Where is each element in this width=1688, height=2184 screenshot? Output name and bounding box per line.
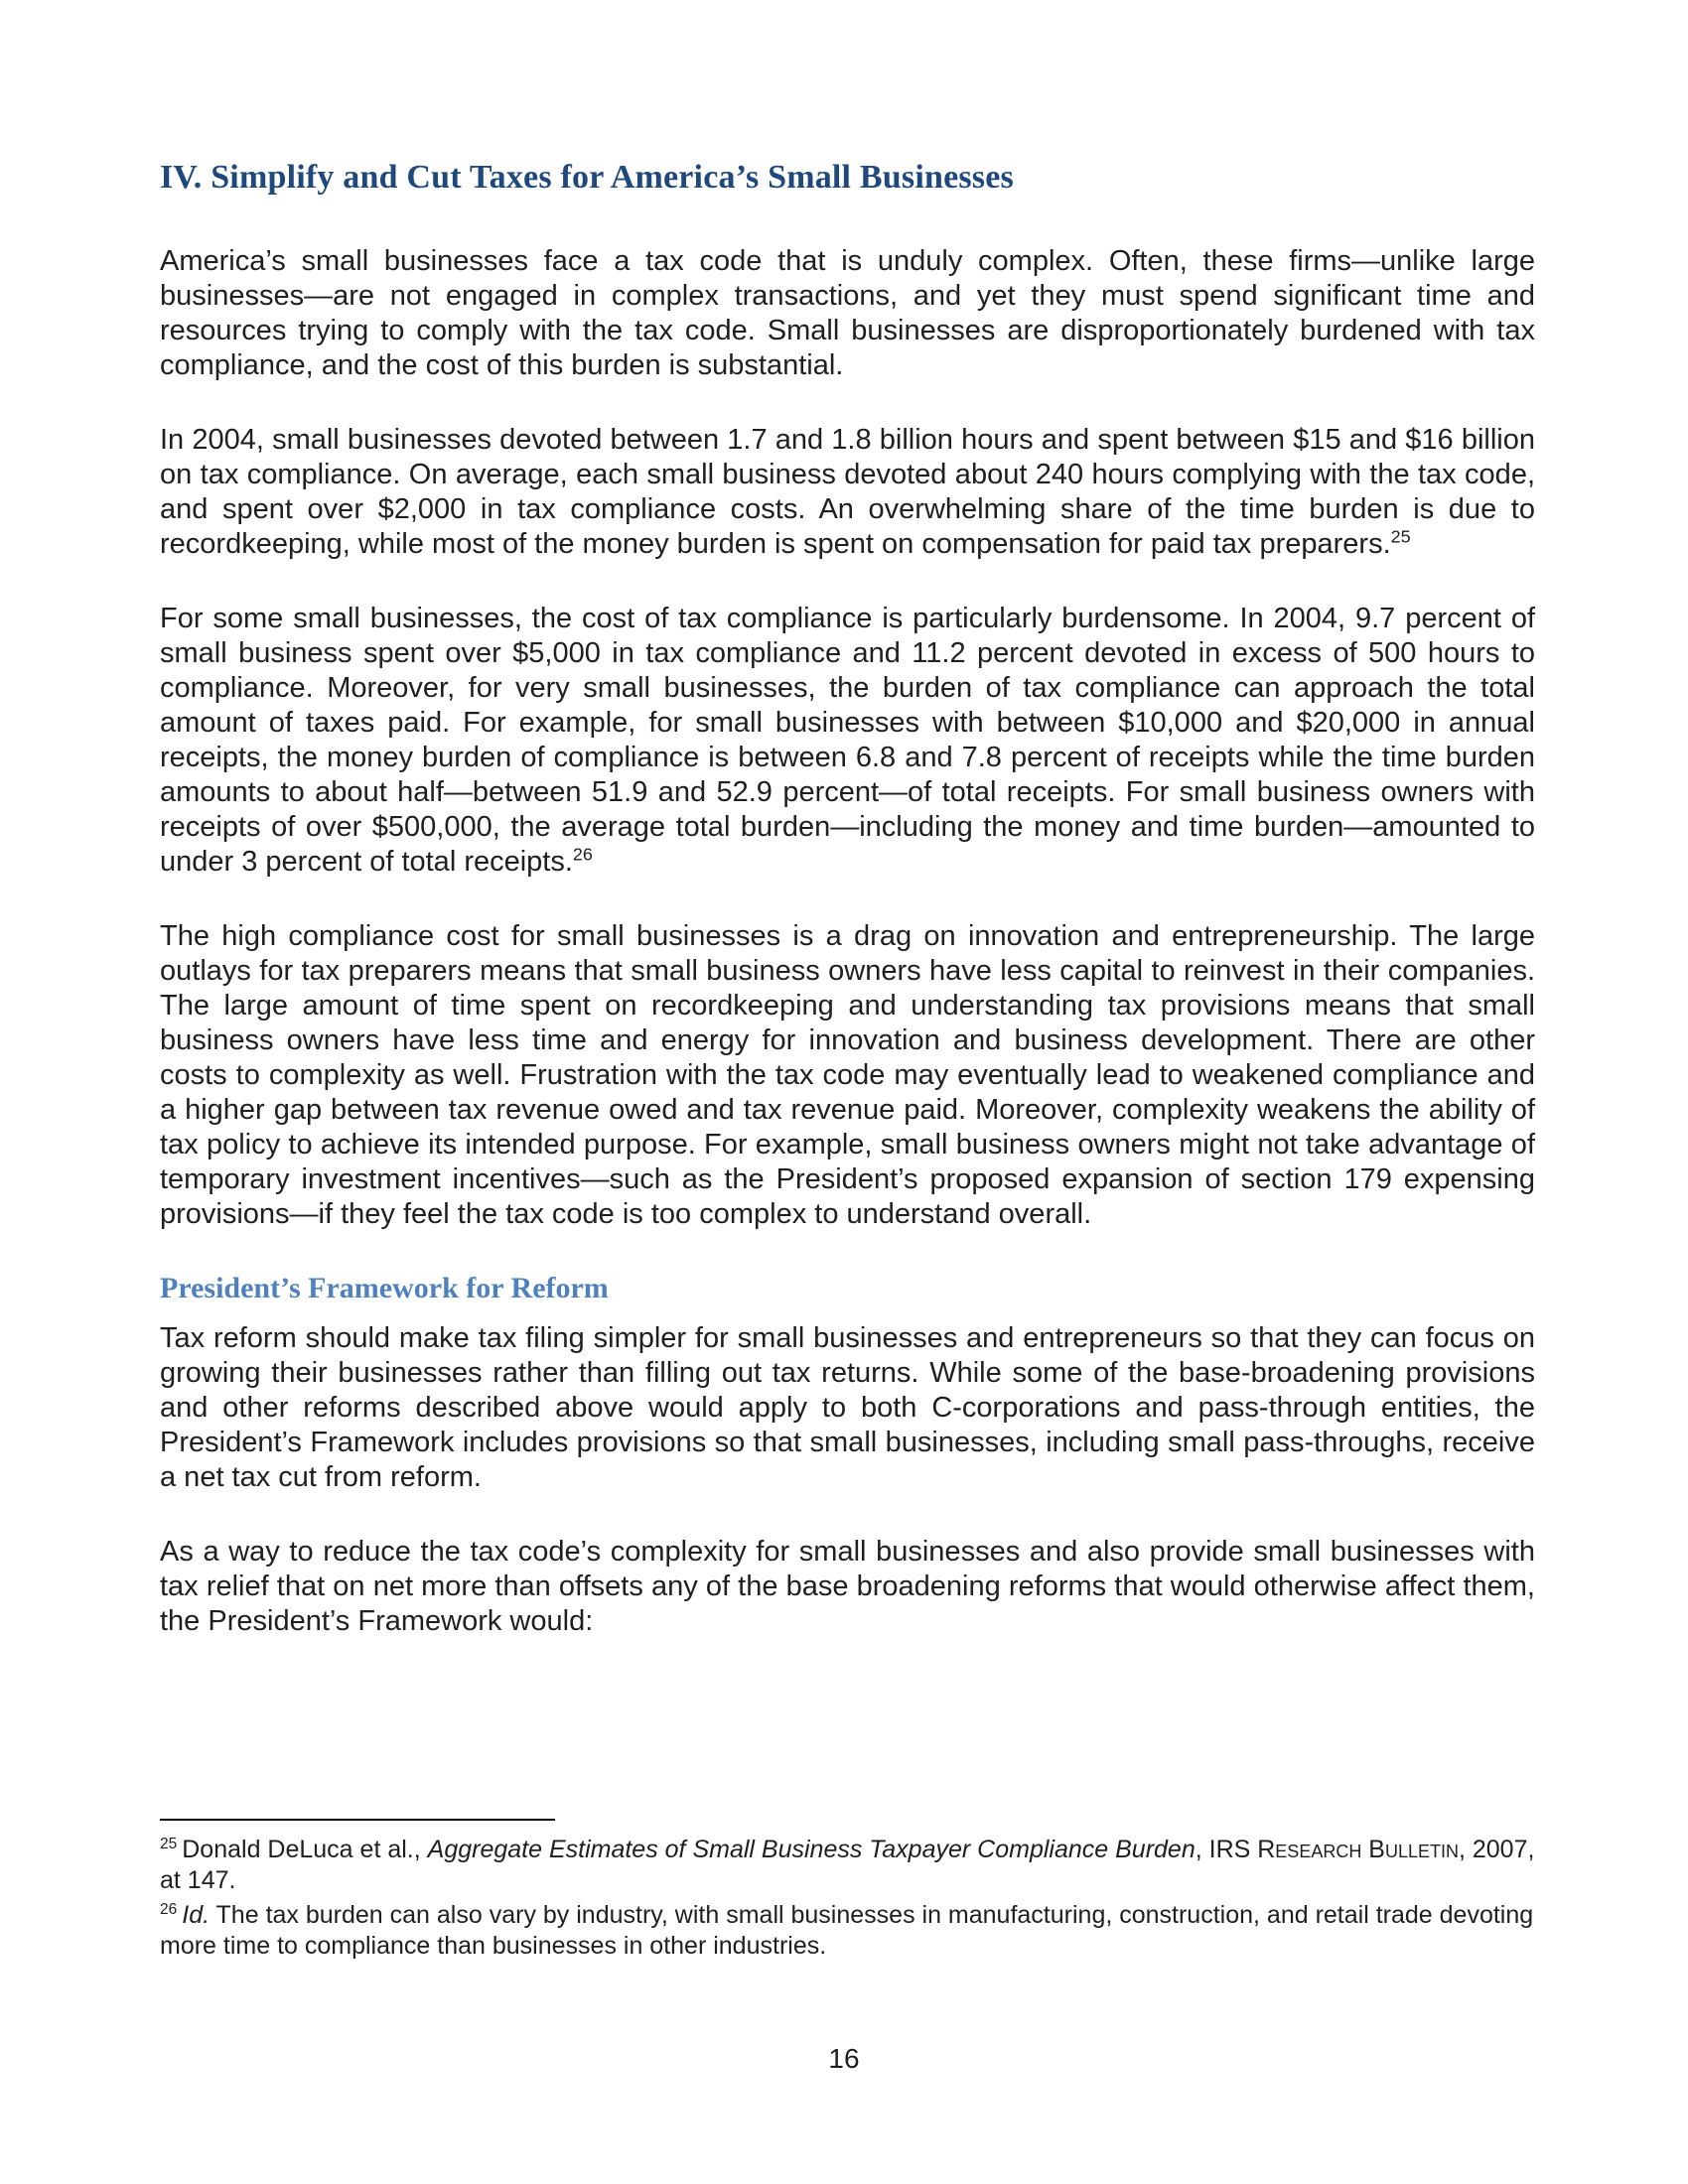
footnote-25 bbox=[160, 1835, 1535, 1896]
footnote-separator bbox=[160, 1819, 555, 1821]
footnotes-section bbox=[160, 1819, 1535, 1966]
footnote-ref-25: 25 bbox=[1390, 526, 1411, 547]
para-compliance-cost-text: For some small businesses, the cost of tax compliance is particularly burdensome. In 2004, 9.7 percent of small business spent over $5,000 in tax compliance and 11.2 percent devoted in excess of 500 hours to compliance. Moreover, for very small businesses, the burden of tax compliance can approach the total amount of taxes paid. For example, for small businesses with between $10,000 and $20,000 in annual receipts, the money burden of compliance is between 6.8 and 7.8 percent of receipts while the time burden amounts to about half—between 51.9 and 52.9 percent—of total receipts. For small business owners with receipts of over $500,000, the average total burden—including the money and time burden—amounted to under 3 percent of total receipts. bbox=[160, 603, 1535, 878]
para-tax-reform-simpler: Tax reform should make tax filing simpler for small businesses and entrepreneurs so that they can focus on growing their businesses rather than filling out tax returns. While some of the base-broadening provisions and other reforms described above would apply to both C-corporations and pass-through entities, the President’s Framework includes provisions so that small businesses, including small pass-throughs, receive a net tax cut from reform. bbox=[160, 1322, 1535, 1493]
footnote-26-id: Id. bbox=[182, 1901, 211, 1929]
footnote-25-publication: Research Bulletin bbox=[1257, 1836, 1459, 1863]
footnote-26-text: The tax burden can also vary by industry, with small businesses in manufacturing, construction, and retail trade devoting more time to compliance than businesses in other industries. bbox=[160, 1901, 1534, 1960]
subheading-presidents-framework: President’s Framework for Reform bbox=[160, 1272, 609, 1304]
para-compliance-hours-text: In 2004, small businesses devoted between 1.7 and 1.8 billion hours and spent between $15 and $16 billion on tax compliance. On average, each small business devoted about 240 hours complying with the tax code, and spent over $2,000 in tax compliance costs. An overwhelming share of the time burden is due to recordkeeping, while most of the money burden is spent on compensation for paid tax preparers. bbox=[160, 424, 1535, 560]
footnote-ref-26: 26 bbox=[572, 844, 593, 865]
footnote-26 bbox=[160, 1900, 1535, 1962]
page-number: 16 bbox=[828, 2043, 860, 2074]
footnote-25-number: 25 bbox=[160, 1835, 178, 1852]
footnote-26-number: 26 bbox=[160, 1900, 178, 1918]
footnote-25-cite: , 2007, at 147. bbox=[160, 1836, 1535, 1894]
para-compliance-cost bbox=[160, 602, 1535, 880]
para-compliance-hours bbox=[160, 423, 1535, 562]
para-high-cost-drag: The high compliance cost for small businesses is a drag on innovation and entrepreneurship. The large outlays for tax preparers means that small business owners have less capital to reinvest in their companies. The large amount of time spent on recordkeeping and understanding tax provisions means that small business owners have less time and energy for innovation and business development. There are other costs to complexity as well. Frustration with the tax code may eventually lead to weakened compliance and a higher gap between tax revenue owed and tax revenue paid. Moreover, complexity weakens the ability of tax policy to achieve its intended purpose. For example, small business owners might not take advantage of temporary investment incentives—such as the President’s proposed expansion of section 179 expensing provisions—if they feel the tax code is too complex to understand overall. bbox=[160, 920, 1535, 1230]
footnote-25-author: Donald DeLuca et al., bbox=[182, 1836, 428, 1863]
document-content bbox=[160, 159, 1535, 1679]
footnote-25-mid: , IRS bbox=[1195, 1836, 1258, 1863]
section-heading: IV. Simplify and Cut Taxes for America’s Small Businesses bbox=[160, 159, 1014, 196]
para-complexity-intro: America’s small businesses face a tax code that is unduly complex. Often, these firms—unlike large businesses—are not engaged in complex transactions, and yet they must spend significant time and resources trying to comply with the tax code. Small businesses are disproportionately burdened with tax compliance, and the cost of this burden is substantial. bbox=[160, 245, 1535, 381]
para-reduce-complexity: As a way to reduce the tax code’s complexity for small businesses and also provide small businesses with tax relief that on net more than offsets any of the base broadening reforms that would otherwise affect them, the President’s Framework would: bbox=[160, 1536, 1535, 1637]
footnote-25-title: Aggregate Estimates of Small Business Taxpayer Compliance Burden bbox=[427, 1836, 1196, 1863]
